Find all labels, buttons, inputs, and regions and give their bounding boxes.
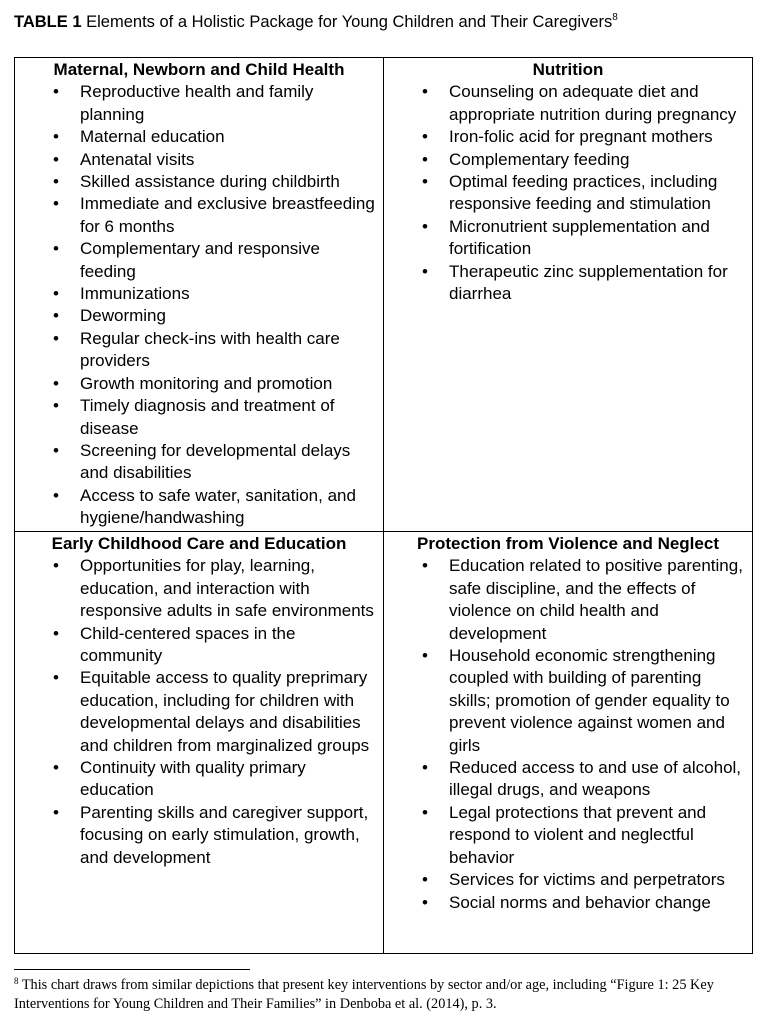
list-item: • Equitable access to quality preprimary education, including for children with developmental delays and disabilities and children from marginalized groups	[15, 667, 383, 757]
bullet-list	[15, 81, 383, 529]
cell-heading: Early Childhood Care and Education	[51, 534, 347, 553]
table-caption-text: Elements of a Holistic Package for Young Children and Their Caregivers	[86, 13, 613, 31]
bullet-list	[15, 555, 383, 869]
list-item: • Counseling on adequate diet and appropriate nutrition during pregnancy	[384, 81, 752, 126]
bullet-list	[384, 555, 752, 914]
footnote-reference: 8	[612, 12, 618, 23]
interventions-table	[14, 57, 753, 954]
footnote	[14, 976, 754, 1014]
list-item: • Household economic strengthening coupled with building of parenting skills; promotion of gender equality to prevent violence against women and girls	[384, 645, 752, 757]
list-item: • Immunizations	[15, 283, 383, 305]
list-item: • Services for victims and perpetrators	[384, 869, 752, 891]
cell-maternal-health	[15, 58, 384, 532]
list-item: • Reduced access to and use of alcohol, illegal drugs, and weapons	[384, 757, 752, 802]
list-item: • Therapeutic zinc supplementation for diarrhea	[384, 261, 752, 306]
list-item: • Antenatal visits	[15, 149, 383, 171]
list-item: • Opportunities for play, learning, education, and interaction with responsive adults in safe environments	[15, 555, 383, 622]
list-item: • Growth monitoring and promotion	[15, 373, 383, 395]
list-item: • Maternal education	[15, 126, 383, 148]
list-item: • Complementary feeding	[384, 149, 752, 171]
list-item: • Deworming	[15, 305, 383, 327]
cell-protection-violence-neglect	[384, 532, 753, 954]
list-item: • Child-centered spaces in the community	[15, 623, 383, 668]
footnote-text: This chart draws from similar depictions that present key interventions by sector and/or age, including “Figure 1: 25 Key Interventions for Young Children and Their Families” in Denboba et al. (2014), p. 3.	[14, 977, 714, 1012]
table-caption-label: TABLE 1	[14, 13, 82, 31]
list-item: • Reproductive health and family planning	[15, 81, 383, 126]
list-item: • Regular check-ins with health care providers	[15, 328, 383, 373]
list-item: • Screening for developmental delays and disabilities	[15, 440, 383, 485]
table-caption	[14, 12, 618, 32]
cell-early-childhood-education	[15, 532, 384, 954]
list-item: • Education related to positive parenting, safe discipline, and the effects of violence on child health and development	[384, 555, 752, 645]
cell-nutrition	[384, 58, 753, 532]
list-item: • Micronutrient supplementation and fortification	[384, 216, 752, 261]
list-item: • Social norms and behavior change	[384, 892, 752, 914]
cell-heading: Protection from Violence and Neglect	[417, 534, 719, 553]
bullet-list	[384, 81, 752, 305]
cell-heading: Maternal, Newborn and Child Health	[53, 60, 345, 79]
list-item: • Complementary and responsive feeding	[15, 238, 383, 283]
list-item: • Optimal feeding practices, including responsive feeding and stimulation	[384, 171, 752, 216]
footnote-marker: 8	[14, 976, 19, 986]
footnote-separator	[14, 969, 250, 970]
list-item: • Legal protections that prevent and respond to violent and neglectful behavior	[384, 802, 752, 869]
list-item: • Access to safe water, sanitation, and hygiene/handwashing	[15, 485, 383, 530]
cell-heading: Nutrition	[532, 60, 604, 79]
list-item: • Immediate and exclusive breastfeeding for 6 months	[15, 193, 383, 238]
list-item: • Skilled assistance during childbirth	[15, 171, 383, 193]
list-item: • Parenting skills and caregiver support, focusing on early stimulation, growth, and development	[15, 802, 383, 869]
list-item: • Timely diagnosis and treatment of disease	[15, 395, 383, 440]
list-item: • Continuity with quality primary education	[15, 757, 383, 802]
list-item: • Iron-folic acid for pregnant mothers	[384, 126, 752, 148]
